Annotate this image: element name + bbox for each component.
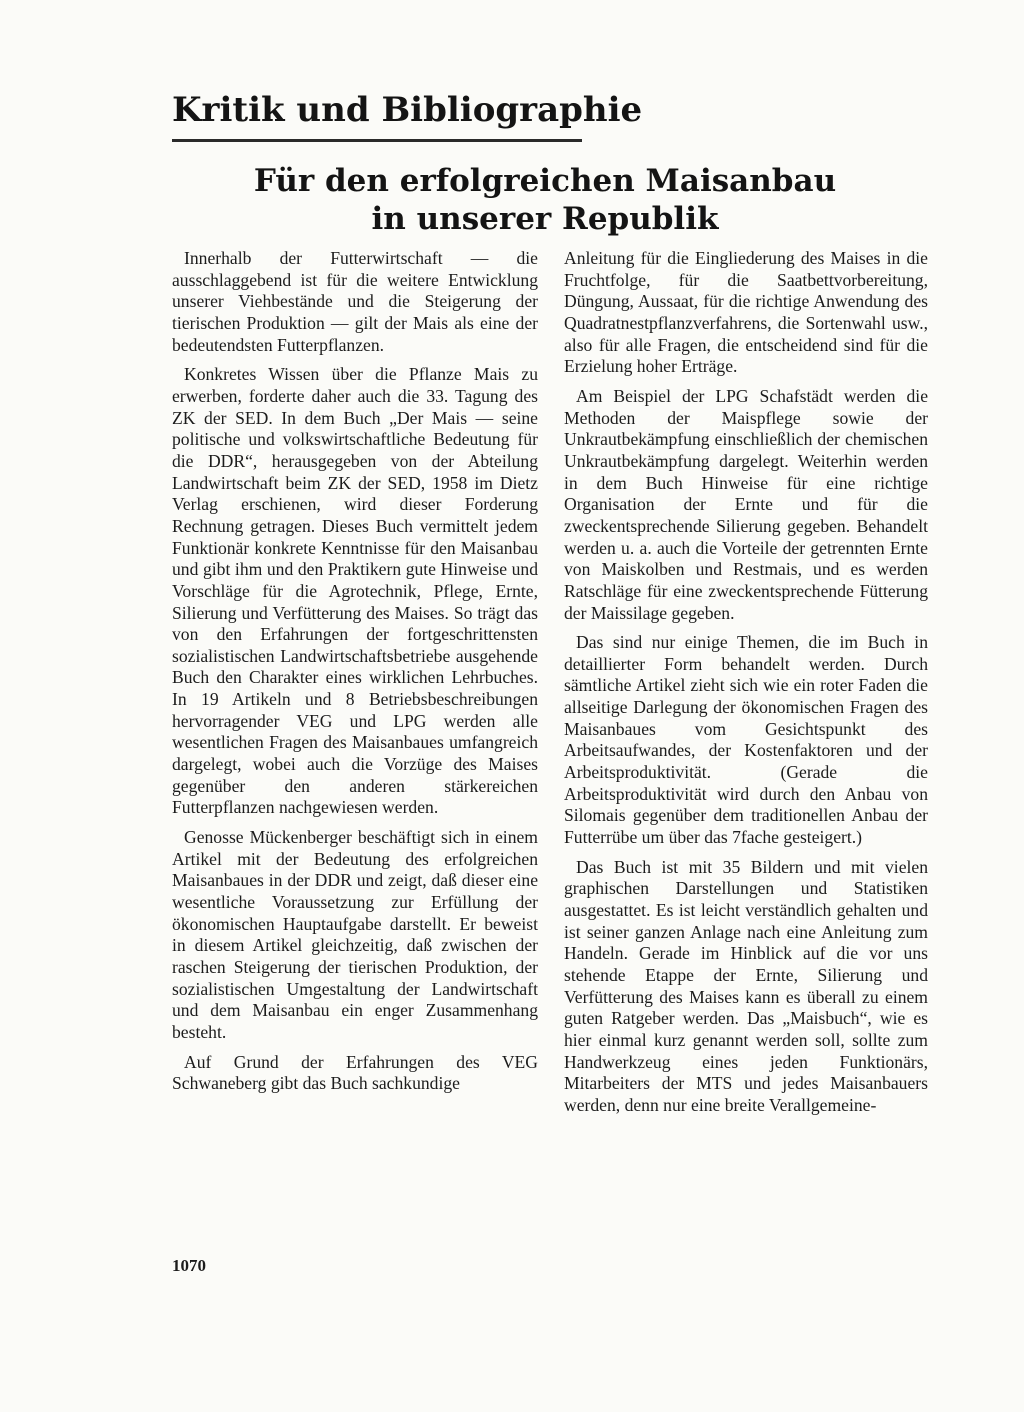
paragraph: Anleitung für die Eingliederung des Maises in die Fruchtfolge, für die Saatbettvorbereitung, Düngung, Aussaat, für die richtige Anwendung des Quadratnestpflanzverfahrens, die Sortenwahl usw., also für alle Fragen, die entscheidend sind für die Erzielung hoher Erträge. — [564, 248, 928, 377]
paragraph: Auf Grund der Erfahrungen des VEG Schwaneberg gibt das Buch sachkundige — [172, 1051, 538, 1094]
right-column — [564, 248, 928, 1125]
paragraph: Konkretes Wissen über die Pflanze Mais zu erwerben, forderte daher auch die 33. Tagung des ZK der SED. In dem Buch „Der Mais — seine politische und volkswirtschaftliche Bedeutung für die DDR“, herausgegeben von der Abteilung Landwirtschaft beim ZK der SED, 1958 im Dietz Verlag erschienen, wird dieser Forderung Rechnung getragen. Dieses Buch vermittelt jedem Funktionär konkrete Kenntnisse für den Maisanbau und gibt ihm und den Praktikern gute Hinweise und Vorschläge für die Agrotechnik, Pflege, Ernte, Silierung und Verfütterung des Maises. So trägt das von den Erfahrungen der fortgeschrittensten sozialistischen Landwirtschaftsbetriebe ausgehende Buch den Charakter eines wirklichen Lehrbuches. In 19 Artikeln und 8 Betriebsbeschreibungen hervorragender VEG und LPG werden alle wesentlichen Fragen des Maisanbaues umfangreich dargelegt, wobei auch die Vorzüge des Maises gegenüber den anderen stärkereichen Futterpflanzen nachgewiesen werden. — [172, 364, 538, 818]
left-column — [172, 248, 538, 1103]
paragraph: Genosse Mückenberger beschäftigt sich in einem Artikel mit der Bedeutung des erfolgreichen Maisanbaues in der DDR und zeigt, daß dieser eine wesentliche Voraussetzung zur Erfüllung der ökonomischen Hauptaufgabe darstellt. Er beweist in diesem Artikel gleichzeitig, daß zwischen der raschen Steigerung der tierischen Produktion, der sozialistischen Umgestaltung der Landwirtschaft und dem Maisanbau ein enger Zusammenhang besteht. — [172, 827, 538, 1042]
article-title-line2: in unserer Republik — [371, 201, 719, 237]
paragraph: Das sind nur einige Themen, die im Buch in detaillierter Form behandelt werden. Durch sämtliche Artikel zieht sich wie ein roter Faden die allseitige Darlegung der ökonomischen Fragen des Maisanbaues vom Gesichtspunkt des Arbeitsaufwandes, der Kostenfaktoren und der Arbeitsproduktivität. (Gerade die Arbeitsproduktivität wird durch den Anbau von Silomais gegenüber dem traditionellen Anbau der Futterrübe um über das 7fache gesteigert.) — [564, 632, 928, 848]
paragraph: Innerhalb der Futterwirtschaft — die ausschlaggebend ist für die weitere Entwicklung unserer Viehbestände und die Steigerung der tierischen Produktion — gilt der Mais als eine der bedeutendsten Futterpflanzen. — [172, 248, 538, 355]
article-title — [240, 162, 850, 238]
section-title: Kritik und Bibliographie — [172, 88, 582, 142]
page-number: 1070 — [172, 1256, 206, 1275]
article-title-line1: Für den erfolgreichen Maisanbau — [253, 163, 837, 199]
paragraph: Am Beispiel der LPG Schafstädt werden die Methoden der Maispflege sowie der Unkrautbekämpfung einschließlich der chemischen Unkrautbekämpfung dargelegt. Weiterhin werden in dem Buch Hinweise für eine richtige Organisation der Ernte und für die zweckentsprechende Silierung gegeben. Behandelt werden u. a. auch die Vorteile der getrennten Ernte von Maiskolben und Restmais, und es werden Ratschläge für eine zweckentsprechende Fütterung der Maissilage gegeben. — [564, 385, 928, 623]
paragraph: Das Buch ist mit 35 Bildern und mit vielen graphischen Darstellungen und Statistiken ausgestattet. Es ist leicht verständlich gehalten und ist seiner ganzen Anlage nach eine Anleitung zum Handeln. Gerade im Hinblick auf die vor uns stehende Etappe der Ernte, Silierung und Verfütterung des Maises kann es überall zu einem guten Ratgeber werden. Das „Maisbuch“, wie es hier einmal kurz genannt werden soll, sollte zum Handwerkzeug eines jeden Funktionärs, Mitarbeiters der MTS und jedes Maisanbauers werden, denn nur eine breite Verallgemeine- — [564, 856, 928, 1115]
